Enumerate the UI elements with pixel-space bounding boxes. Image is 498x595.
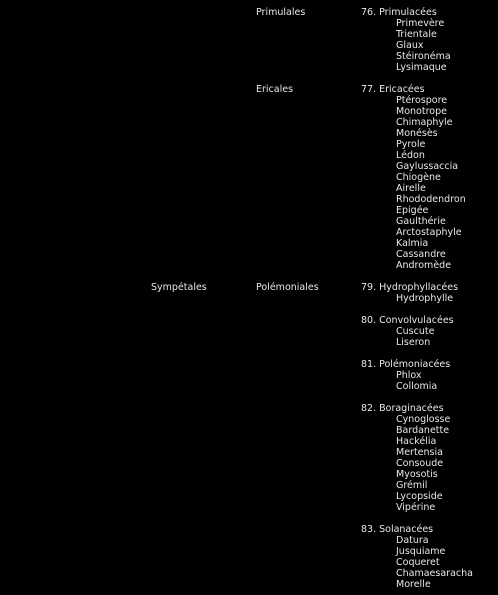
genus-item: Jusquiame bbox=[396, 546, 446, 557]
genus-item: Andromède bbox=[396, 260, 452, 271]
family-ericacees bbox=[361, 84, 466, 271]
family-number: 76. bbox=[361, 7, 377, 18]
order-primulales: Primulales bbox=[256, 7, 306, 18]
genus-item: Coqueret bbox=[396, 557, 440, 568]
family-name: Hydrophyllacées bbox=[379, 282, 459, 293]
genus-item: Kalmia bbox=[396, 238, 429, 249]
genus-item: Trientale bbox=[396, 29, 437, 40]
genus-item: Glaux bbox=[396, 40, 424, 51]
family-polemoniacees bbox=[361, 359, 450, 392]
family-name: Solanacées bbox=[379, 524, 434, 535]
genus-item: Hydrophylle bbox=[396, 293, 454, 304]
subclass-label: Sympétales bbox=[151, 282, 207, 293]
family-heading bbox=[361, 282, 458, 293]
genus-item: Rhododendron bbox=[396, 194, 466, 205]
family-heading bbox=[361, 7, 451, 18]
genus-item: Cuscute bbox=[396, 326, 435, 337]
family-solanacees bbox=[361, 524, 473, 590]
genus-item: Liseron bbox=[396, 337, 431, 348]
order-ericales: Ericales bbox=[256, 84, 294, 95]
family-number: 79. bbox=[361, 282, 377, 293]
genus-item: Consoude bbox=[396, 458, 444, 469]
genus-item: Stéironéma bbox=[396, 51, 451, 62]
family-number: 80. bbox=[361, 315, 377, 326]
genus-item: Cynoglosse bbox=[396, 414, 451, 425]
family-hydrophyllacees bbox=[361, 282, 458, 304]
family-name: Convolvulacées bbox=[379, 315, 454, 326]
family-name: Polémoniacées bbox=[379, 359, 451, 370]
genus-item: Lycopside bbox=[396, 491, 443, 502]
genus-item: Epigée bbox=[396, 205, 429, 216]
genus-item: Gaylussaccia bbox=[396, 161, 459, 172]
family-number: 82. bbox=[361, 403, 377, 414]
family-number: 77. bbox=[361, 84, 377, 95]
genus-item: Bardanette bbox=[396, 425, 450, 436]
family-convolvulacees bbox=[361, 315, 454, 348]
genus-item: Primevère bbox=[396, 18, 445, 29]
genus-item: Gaulthérie bbox=[396, 216, 446, 227]
genus-item: Arctostaphyle bbox=[396, 227, 462, 238]
genus-item: Chimaphyle bbox=[396, 117, 453, 128]
genus-item: Collomia bbox=[396, 381, 438, 392]
family-boraginacees bbox=[361, 403, 450, 513]
genus-item: Vipérine bbox=[396, 502, 436, 513]
genus-item: Airelle bbox=[396, 183, 426, 194]
order-polemoniales: Polémoniales bbox=[256, 282, 319, 293]
genus-item: Cassandre bbox=[396, 249, 446, 260]
genus-item: Datura bbox=[396, 535, 429, 546]
family-name: Boraginacées bbox=[379, 403, 444, 414]
genus-item: Chamaesaracha bbox=[396, 568, 473, 579]
family-name: Primulacées bbox=[379, 7, 437, 18]
genus-item: Monotrope bbox=[396, 106, 447, 117]
family-heading bbox=[361, 524, 473, 535]
genus-item: Morelle bbox=[396, 579, 431, 590]
genus-item: Monésès bbox=[396, 128, 438, 139]
genus-item: Ptérospore bbox=[396, 95, 448, 106]
family-primulacees bbox=[361, 7, 451, 73]
genus-item: Phlox bbox=[396, 370, 422, 381]
genus-item: Grémil bbox=[396, 480, 428, 491]
family-number: 83. bbox=[361, 524, 377, 535]
genus-item: Lysimaque bbox=[396, 62, 447, 73]
family-heading bbox=[361, 359, 450, 370]
genus-item: Chiogène bbox=[396, 172, 441, 183]
genus-item: Hackélia bbox=[396, 436, 437, 447]
family-number: 81. bbox=[361, 359, 377, 370]
genus-item: Pyrole bbox=[396, 139, 426, 150]
genus-item: Mertensia bbox=[396, 447, 443, 458]
family-name: Ericacées bbox=[379, 84, 425, 95]
family-heading bbox=[361, 84, 466, 95]
genus-item: Lédon bbox=[396, 150, 425, 161]
family-heading bbox=[361, 403, 450, 414]
family-heading bbox=[361, 315, 454, 326]
genus-item: Myosotis bbox=[396, 469, 438, 480]
